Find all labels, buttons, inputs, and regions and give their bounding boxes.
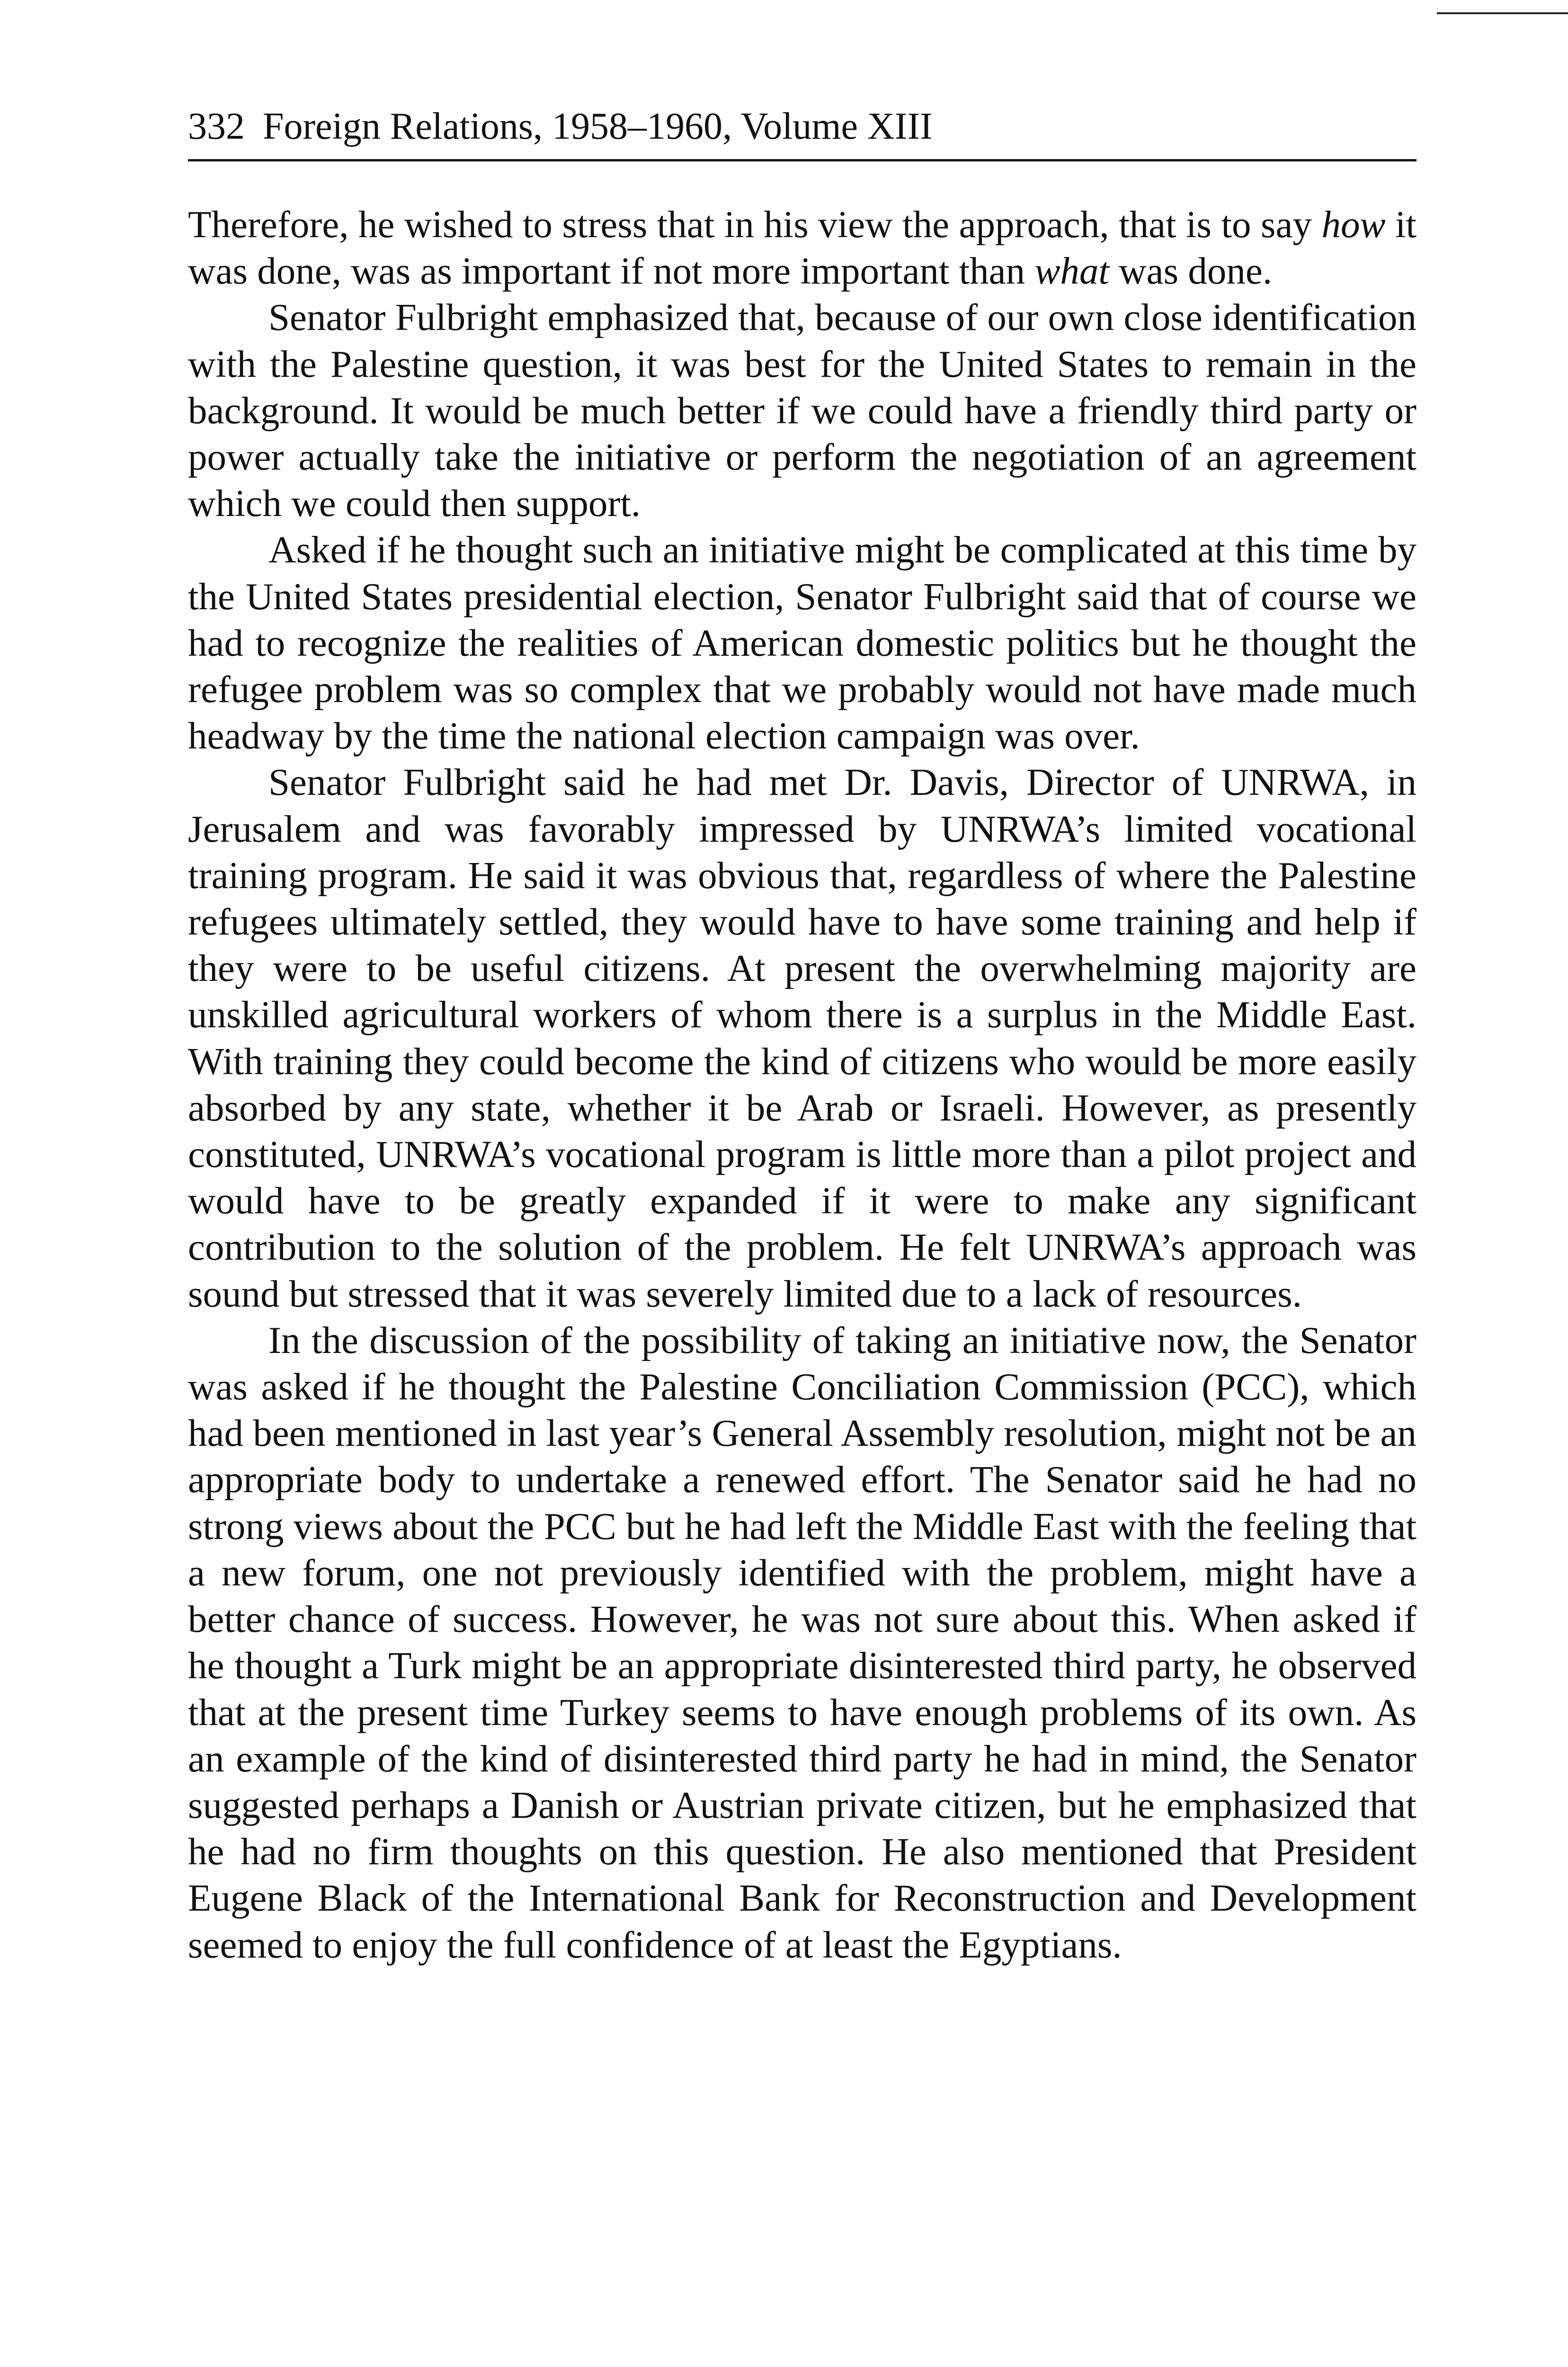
emphasis-how: how bbox=[1321, 203, 1386, 246]
body-text bbox=[188, 201, 1417, 1968]
paragraph-3 bbox=[188, 526, 1417, 759]
running-head-text bbox=[188, 100, 933, 152]
running-head-rule bbox=[188, 159, 1417, 161]
paragraph-text: Senator Fulbright emphasized that, because of our own close identification with the Palestine question, it was best for the United States to remain in the background. It would be much better if we could have a friendly third party or power actually take the initiative or perform the negotiation of an agreement which we could then support. bbox=[188, 296, 1417, 525]
paragraph-text: was done. bbox=[1109, 249, 1273, 293]
top-edge-rule bbox=[1437, 12, 1568, 14]
paragraph-5 bbox=[188, 1317, 1417, 1968]
paragraph-1 bbox=[188, 201, 1417, 294]
page-number: 332 bbox=[188, 106, 245, 147]
paragraph-4 bbox=[188, 759, 1417, 1317]
paragraph-text: it was done, was as important if not more important than bbox=[188, 203, 1417, 293]
paragraph-text: In the discussion of the possibility of taking an initiative now, the Senator was asked if he thought the Palestine Conciliation Commission (PCC), which had been mentioned in last year’s General Assembly resolution, might not be an appropriate body to undertake a renewed effort. The Senator said he had no strong views about the PCC but he had left the Middle East with the feeling that a new forum, one not previously identified with the problem, might have a better chance of success. However, he was not sure about this. When asked if he thought a Turk might be an appropriate disinterested third party, he observed that at the present time Turkey seems to have enough problems of its own. As an example of the kind of disinterested third party he had in mind, the Senator suggested perhaps a Danish or Austrian private citizen, but he emphasized that he had no firm thoughts on this question. He also mentioned that President Eugene Black of the International Bank for Reconstruction and Development seemed to enjoy the full confidence of at least the Egyptians. bbox=[188, 1318, 1417, 1966]
running-head-title: Foreign Relations, 1958–1960, Volume XIII bbox=[263, 106, 933, 147]
paragraph-text: Therefore, he wished to stress that in his view the approach, that is to say bbox=[188, 203, 1322, 246]
emphasis-what: what bbox=[1034, 249, 1109, 293]
paragraph-text: Asked if he thought such an initiative might be complicated at this time by the United States presidential election, Senator Fulbright said that of course we had to recognize the realities of American domestic politics but he thought the refugee problem was so complex that we probably would not have made much headway by the time the national election campaign was over. bbox=[188, 528, 1417, 757]
paragraph-2 bbox=[188, 294, 1417, 526]
running-head bbox=[188, 100, 1417, 162]
paragraph-text: Senator Fulbright said he had met Dr. Davis, Director of UNRWA, in Jerusalem and was favorably impressed by UNRWA’s limited vocational training program. He said it was obvious that, regardless of where the Palestine refugees ultimately settled, they would have to have some training and help if they were to be useful citizens. At present the overwhelming majority are unskilled agricultural workers of whom there is a surplus in the Middle East. With training they could become the kind of citizens who would be more easily absorbed by any state, whether it be Arab or Israeli. However, as presently constituted, UNRWA’s vocational program is little more than a pilot project and would have to be greatly expanded if it were to make any significant contribution to the solution of the problem. He felt UNRWA’s approach was sound but stressed that it was severely limited due to a lack of resources. bbox=[188, 761, 1417, 1315]
